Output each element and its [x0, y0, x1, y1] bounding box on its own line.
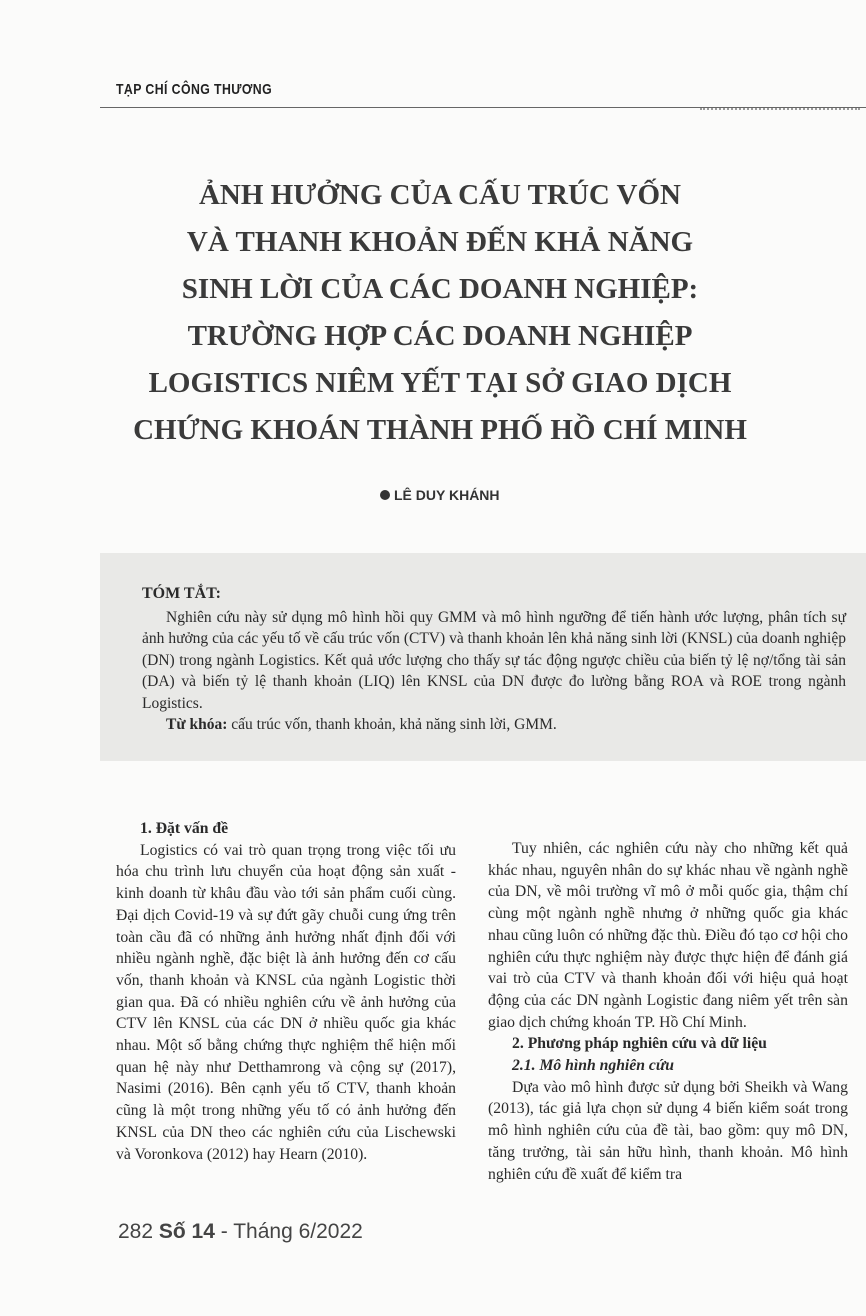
header-dotted-rule [700, 108, 860, 110]
bullet-icon [380, 490, 390, 500]
keywords [142, 714, 846, 736]
paragraph: Logistics có vai trò quan trọng trong việc tối ưu hóa chu trình lưu chuyển của hoạt động sản xuất - kinh doanh từ khâu đầu vào tới sản phẩm cuối cùng. Đại dịch Covid-19 và sự đứt gãy chuỗi cung ứng trên toàn cầu đã có những ảnh hưởng nhất định đối với nhiều ngành nghề, đặc biệt là ảnh hưởng đến cơ cấu vốn, thanh khoản và KNSL của ngành Logistic thời gian qua. Đã có nhiều nghiên cứu về ảnh hưởng của CTV lên KNSL của các DN ở nhiều quốc gia khác nhau. Một số bằng chứng thực nghiệm thể hiện mối quan hệ này như Detthamrong và cộng sự (2017), Nasimi (2016). Bên cạnh yếu tố CTV, thanh khoản cũng là một trong những yếu tố có ảnh hưởng đến KNSL của DN theo các nghiên cứu của Lischewski và Voronkova (2012) hay Hearn (2010). [116, 841, 456, 1163]
keywords-label: Từ khóa: [166, 716, 228, 733]
article-title [60, 172, 820, 454]
title-line: VÀ THANH KHOẢN ĐẾN KHẢ NĂNG [186, 226, 694, 258]
subsection-heading: 2.1. Mô hình nghiên cứu [512, 1057, 674, 1075]
author [380, 487, 500, 503]
page-footer [118, 1220, 363, 1244]
author-name: LÊ DUY KHÁNH [394, 487, 500, 503]
journal-name: TẠP CHÍ CÔNG THƯƠNG [116, 81, 273, 98]
keywords-text: cấu trúc vốn, thanh khoản, khả năng sinh lời, GMM. [227, 716, 557, 733]
title-line: TRƯỜNG HỢP CÁC DOANH NGHIỆP [187, 320, 693, 352]
paragraph: Tuy nhiên, các nghiên cứu này cho những kết quả khác nhau, nguyên nhân do sự khác nhau về ngành nghề của DN, về môi trường vĩ mô ở mỗi quốc gia, thậm chí cùng một ngành nghề nhưng ở những quốc gia khác nhau cũng luôn có những đặc thù. Điều đó tạo cơ hội cho nghiên cứu thực nghiệm này được thực hiện để đánh giá vai trò của CTV và thanh khoản đối với hiệu quả hoạt động của các DN ngành Logistic đang niêm yết trên sàn giao dịch chứng khoán TP. Hồ Chí Minh. [488, 840, 848, 1031]
title-line: CHỨNG KHOÁN THÀNH PHỐ HỒ CHÍ MINH [133, 414, 747, 446]
page-number: 282 [118, 1220, 154, 1243]
abstract-text: Nghiên cứu này sử dụng mô hình hồi quy GMM và mô hình ngưỡng để tiến hành ước lượng, phân tích sự ảnh hưởng của các yếu tố về cấu trúc vốn (CTV) và thanh khoản lên khả năng sinh lời (KNSL) của doanh nghiệp (DN) trong ngành Logistics. Kết quả ước lượng cho thấy sự tác động ngược chiều của biến tỷ lệ nợ/tổng tài sản (DA) và biến tỷ lệ thanh khoản (LIQ) lên KNSL của DN được đo lường bằng ROA và ROE trong ngành Logistics. [142, 608, 846, 712]
right-column [488, 838, 848, 1185]
title-line: SINH LỜI CỦA CÁC DOANH NGHIỆP: [181, 273, 699, 305]
abstract-heading: TÓM TẮT: [142, 585, 221, 602]
left-column [116, 818, 456, 1165]
title-line: LOGISTICS NIÊM YẾT TẠI SỞ GIAO DỊCH [148, 367, 732, 399]
issue-number: Số 14 [158, 1220, 215, 1243]
issue-date: - Tháng 6/2022 [214, 1220, 363, 1243]
paragraph: Dựa vào mô hình được sử dụng bởi Sheikh và Wang (2013), tác giả lựa chọn sử dụng 4 biến kiểm soát trong mô hình nghiên cứu của đề tài, bao gồm: quy mô DN, tăng trưởng, tài sản hữu hình, thanh khoản. Mô hình nghiên cứu đề xuất để kiểm tra [488, 1078, 848, 1183]
abstract-box [100, 553, 866, 761]
section-heading: 1. Đặt vấn đề [140, 820, 229, 837]
section-heading: 2. Phương pháp nghiên cứu và dữ liệu [512, 1035, 767, 1053]
title-line: ẢNH HƯỞNG CỦA CẤU TRÚC VỐN [198, 179, 681, 211]
